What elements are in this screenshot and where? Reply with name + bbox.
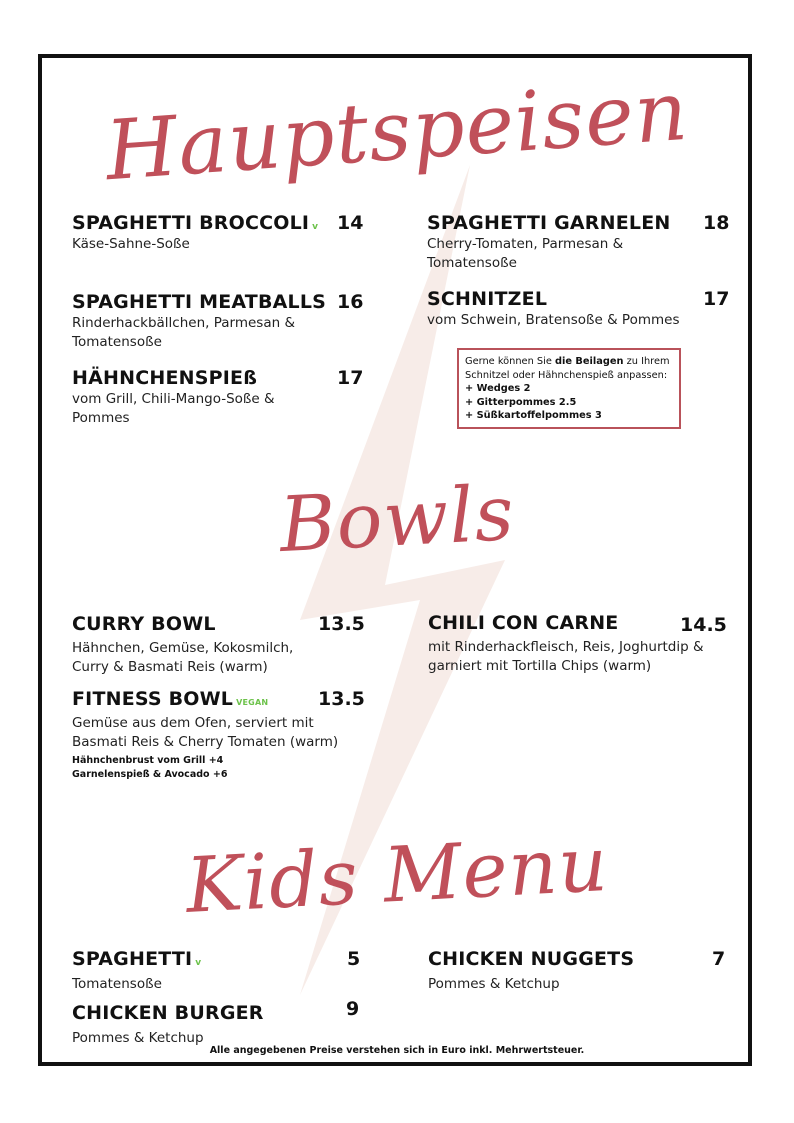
item-description: Gemüse aus dem Ofen, serviert mit Basmati Reis & Cherry Tomaten (warm) (72, 715, 339, 750)
item-description: vom Grill, Chili-Mango-Soße & Pommes (72, 391, 275, 426)
item-price: 7 (712, 948, 726, 970)
item-description: Pommes & Ketchup (428, 976, 560, 992)
item-name: SCHNITZEL (427, 288, 548, 310)
menu-item-spaghetti-broccoli (72, 212, 362, 254)
vegan-tag: VEGAN (236, 698, 269, 707)
item-description: vom Schwein, Bratensoße & Pommes (427, 312, 680, 328)
item-price: 17 (337, 367, 364, 389)
item-price: 5 (347, 948, 361, 970)
item-extras (72, 754, 372, 782)
menu-item-chicken-burger (72, 998, 362, 1048)
side-option: + Wedges 2 (465, 383, 531, 394)
extra-option: Garnelenspieß & Avocado +6 (72, 769, 228, 780)
menu-item-schnitzel (427, 288, 730, 330)
item-name: CHICKEN BURGER (72, 1002, 264, 1024)
item-price: 18 (703, 212, 730, 234)
menu-item-curry-bowl (72, 613, 365, 677)
menu-item-chili-con-carne (428, 612, 726, 676)
menu-item-spaghetti-garnelen (427, 212, 730, 273)
item-description: mit Rinderhackfleisch, Reis, Joghurtdip & garniert mit Tortilla Chips (warm) (428, 639, 704, 674)
item-name: HÄHNCHENSPIEß (72, 367, 258, 389)
item-price: 17 (703, 288, 730, 310)
item-name: CURRY BOWL (72, 613, 216, 635)
side-option: + Gitterpommes 2.5 (465, 396, 577, 408)
item-name: SPAGHETTI (72, 948, 193, 970)
sides-customization-note (457, 348, 681, 429)
menu-item-haehnchenspiess (72, 367, 362, 428)
menu-item-spaghetti-meatballs (72, 291, 362, 352)
note-intro: Gerne können Sie die Beilagen zu Ihrem Schnitzel oder Hähnchenspieß anpassen: (465, 356, 670, 381)
vegetarian-tag: v (195, 958, 202, 968)
item-price: 13.5 (318, 613, 365, 635)
item-price: 9 (346, 998, 360, 1020)
item-description: Käse-Sahne-Soße (72, 236, 190, 252)
item-description: Hähnchen, Gemüse, Kokosmilch, Curry & Basmati Reis (warm) (72, 640, 294, 675)
section-title-kids-menu: Kids Menu (183, 819, 611, 930)
item-name: CHILI CON CARNE (428, 612, 619, 634)
item-name: CHICKEN NUGGETS (428, 948, 635, 970)
menu-item-kids-spaghetti (72, 948, 362, 994)
item-description: Rinderhackbällchen, Parmesan & Tomatensoße (72, 315, 295, 350)
item-price: 14 (337, 212, 364, 234)
item-description: Tomatensoße (72, 976, 162, 992)
side-option: + Süßkartoffelpommes 3 (465, 410, 602, 421)
item-price: 16 (337, 291, 364, 313)
item-price: 13.5 (318, 688, 365, 710)
item-description: Cherry-Tomaten, Parmesan & Tomatensoße (427, 236, 624, 271)
vegetarian-tag: v (312, 222, 319, 232)
extra-option: Hähnchenbrust vom Grill +4 (72, 755, 224, 766)
section-title-hauptspeisen: Hauptspeisen (102, 63, 692, 200)
section-title-bowls: Bowls (277, 467, 517, 570)
item-price: 14.5 (680, 614, 727, 636)
menu-item-fitness-bowl (72, 688, 372, 782)
item-name: SPAGHETTI MEATBALLS (72, 291, 327, 313)
item-name: SPAGHETTI BROCCOLI (72, 212, 310, 234)
price-disclaimer: Alle angegebenen Preise verstehen sich in Euro inkl. Mehrwertsteuer. (209, 1045, 585, 1056)
menu-item-chicken-nuggets (428, 948, 726, 994)
item-name: SPAGHETTI GARNELEN (427, 212, 671, 234)
item-name: FITNESS BOWL (72, 688, 234, 710)
item-description: Pommes & Ketchup (72, 1030, 204, 1046)
